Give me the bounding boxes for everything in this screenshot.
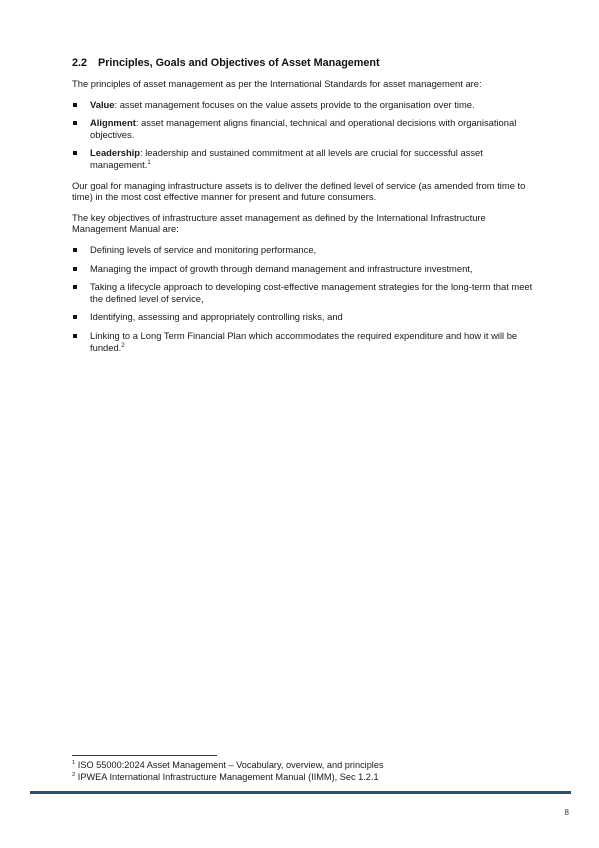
objectives-list (72, 244, 534, 353)
square-bullet-icon (73, 334, 77, 338)
square-bullet-icon (73, 121, 77, 125)
footnote-mark: 1 (72, 759, 76, 766)
objective-item (72, 330, 534, 353)
principle-text: : leadership and sustained commitment at all levels are crucial for successful asset management. (90, 147, 483, 170)
square-bullet-icon (73, 248, 77, 252)
square-bullet-icon (73, 151, 77, 155)
page-number: 8 (564, 808, 569, 817)
principle-item-value (72, 99, 534, 111)
objective-text: Linking to a Long Term Financial Plan which accommodates the required expenditure and how it will be funded. (90, 329, 518, 353)
principle-text: : asset management aligns financial, technical and operational decisions with organisational objectives. (90, 117, 517, 140)
objective-item (72, 281, 534, 304)
footnote-mark: 2 (72, 771, 76, 778)
objective-text: Managing the impact of growth through demand management and infrastructure investment, (90, 262, 473, 274)
footnote-text: IPWEA International Infrastructure Management Manual (IIMM), Sec 1.2.1 (77, 771, 379, 782)
principle-item-alignment (72, 117, 534, 140)
principle-item-leadership (72, 147, 534, 170)
footnote-text: ISO 55000:2024 Asset Management – Vocabulary, overview, and principles (77, 760, 384, 770)
objective-item (72, 311, 534, 323)
objective-text: Identifying, assessing and appropriately controlling risks, and (90, 311, 343, 323)
square-bullet-icon (73, 103, 77, 107)
principle-term: Leadership (90, 147, 141, 159)
footnote-2 (72, 772, 532, 784)
footnote-1 (72, 760, 532, 772)
principle-term: Value (90, 98, 115, 110)
page-content (72, 57, 534, 362)
footnote-reference[interactable]: 1 (147, 159, 151, 166)
principle-term: Alignment (90, 117, 136, 129)
objectives-intro: The key objectives of infrastructure asset management as defined by the International Infrastructure Management Manual are: (72, 211, 486, 235)
principles-list (72, 99, 534, 171)
square-bullet-icon (73, 267, 77, 271)
square-bullet-icon (73, 315, 77, 319)
objective-item (72, 244, 534, 256)
objective-text: Taking a lifecycle approach to developing cost-effective management strategies for the long-term that meet the defined level of service, (90, 281, 533, 304)
square-bullet-icon (73, 285, 77, 289)
footer-rule (30, 791, 571, 794)
section-number: 2.2 (72, 57, 88, 69)
objective-text: Defining levels of service and monitoring performance, (90, 243, 317, 255)
goal-paragraph: Our goal for managing infrastructure assets is to deliver the defined level of service (as amended from time to time) in the most cost effective manner for present and future consumers. (72, 179, 526, 203)
principles-intro: The principles of asset management as per the International Standards for asset management are: (72, 78, 482, 89)
footnote-separator (72, 755, 217, 756)
footnote-reference[interactable]: 2 (121, 342, 125, 349)
objective-item (72, 263, 534, 275)
footnotes (72, 760, 532, 784)
section-title: Principles, Goals and Objectives of Asset Management (98, 57, 380, 69)
section-heading (72, 57, 534, 70)
principle-text: : asset management focuses on the value assets provide to the organisation over time. (114, 98, 475, 110)
